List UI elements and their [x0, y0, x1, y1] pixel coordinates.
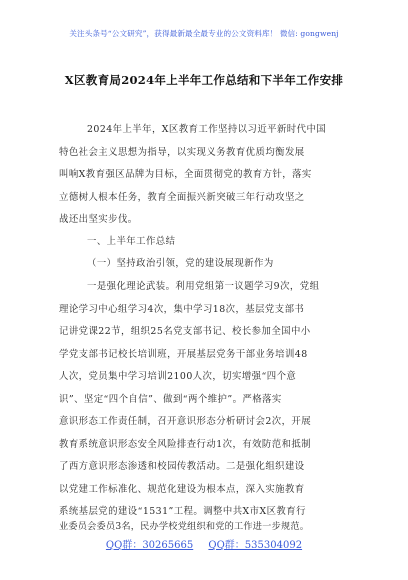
- footer-contact: [0, 536, 408, 551]
- body-line: 战还出坚实步伐。: [59, 214, 138, 225]
- body-line: 识”、坚定“四个自信”、做到“两个维护”。严格落实: [59, 394, 282, 405]
- body-line: 记讲党课22节，组织25名党支部书记、校长参加全国中小: [59, 326, 311, 337]
- body-line: 意识形态工作责任制，召开意识形态分析研讨会2次，开展: [59, 416, 312, 427]
- qq-group-link-2[interactable]: QQ群：535304092: [208, 540, 303, 551]
- body-line: 学党支部书记校长培训班，开展基层党务干部业务培训48: [59, 349, 308, 360]
- body-line: 2024年上半年，X区教育工作坚持以习近平新时代中国: [87, 124, 327, 135]
- body-line: 了西方意识形态渗透和校园传教活动。二是强化组织建设: [59, 461, 305, 472]
- body-line: 一是强化理论武装。利用党组第一议题学习9次，党组: [87, 281, 320, 292]
- body-line: 教育系统意识形态安全风险排查行动1次，有效防范和抵制: [59, 439, 312, 450]
- body-line: 特色社会主义思想为指导，以实现义务教育优质均衡发展: [59, 147, 305, 158]
- section-heading: 一、上半年工作总结: [87, 236, 176, 247]
- qq-group-link-1[interactable]: QQ群：30265665: [105, 540, 194, 551]
- body-line: 以党建工作标准化、规范化建设为根本点，深入实施教育: [59, 484, 305, 495]
- body-line: 业委员会委员3名，民办学校党组织和党的工作进一步规范。: [59, 521, 310, 532]
- body-line: 人次，党员集中学习培训2100人次，切实增强“四个意: [59, 371, 297, 382]
- subsection-heading: （一）坚持政治引领，党的建设展现新作为: [87, 258, 274, 269]
- body-line: 叫响X教育强区品牌为目标，全面贯彻党的教育方针，落实: [59, 169, 312, 180]
- body-line: 理论学习中心组学习4次，集中学习18次，基层党支部书: [59, 304, 305, 315]
- header-promo-note: 关注头条号“公文研究”，获得最新最全最专业的公文资料库！ 微信: gongwenj: [69, 29, 339, 38]
- body-line: 立德树人根本任务，教育全面振兴新突破三年行动攻坚之: [59, 192, 305, 203]
- body-line: 系统基层党的建设“1531”工程。调整中共X市X区教育行: [59, 506, 306, 517]
- document-title: X区教育局2024年上半年工作总结和下半年工作安排: [64, 73, 344, 87]
